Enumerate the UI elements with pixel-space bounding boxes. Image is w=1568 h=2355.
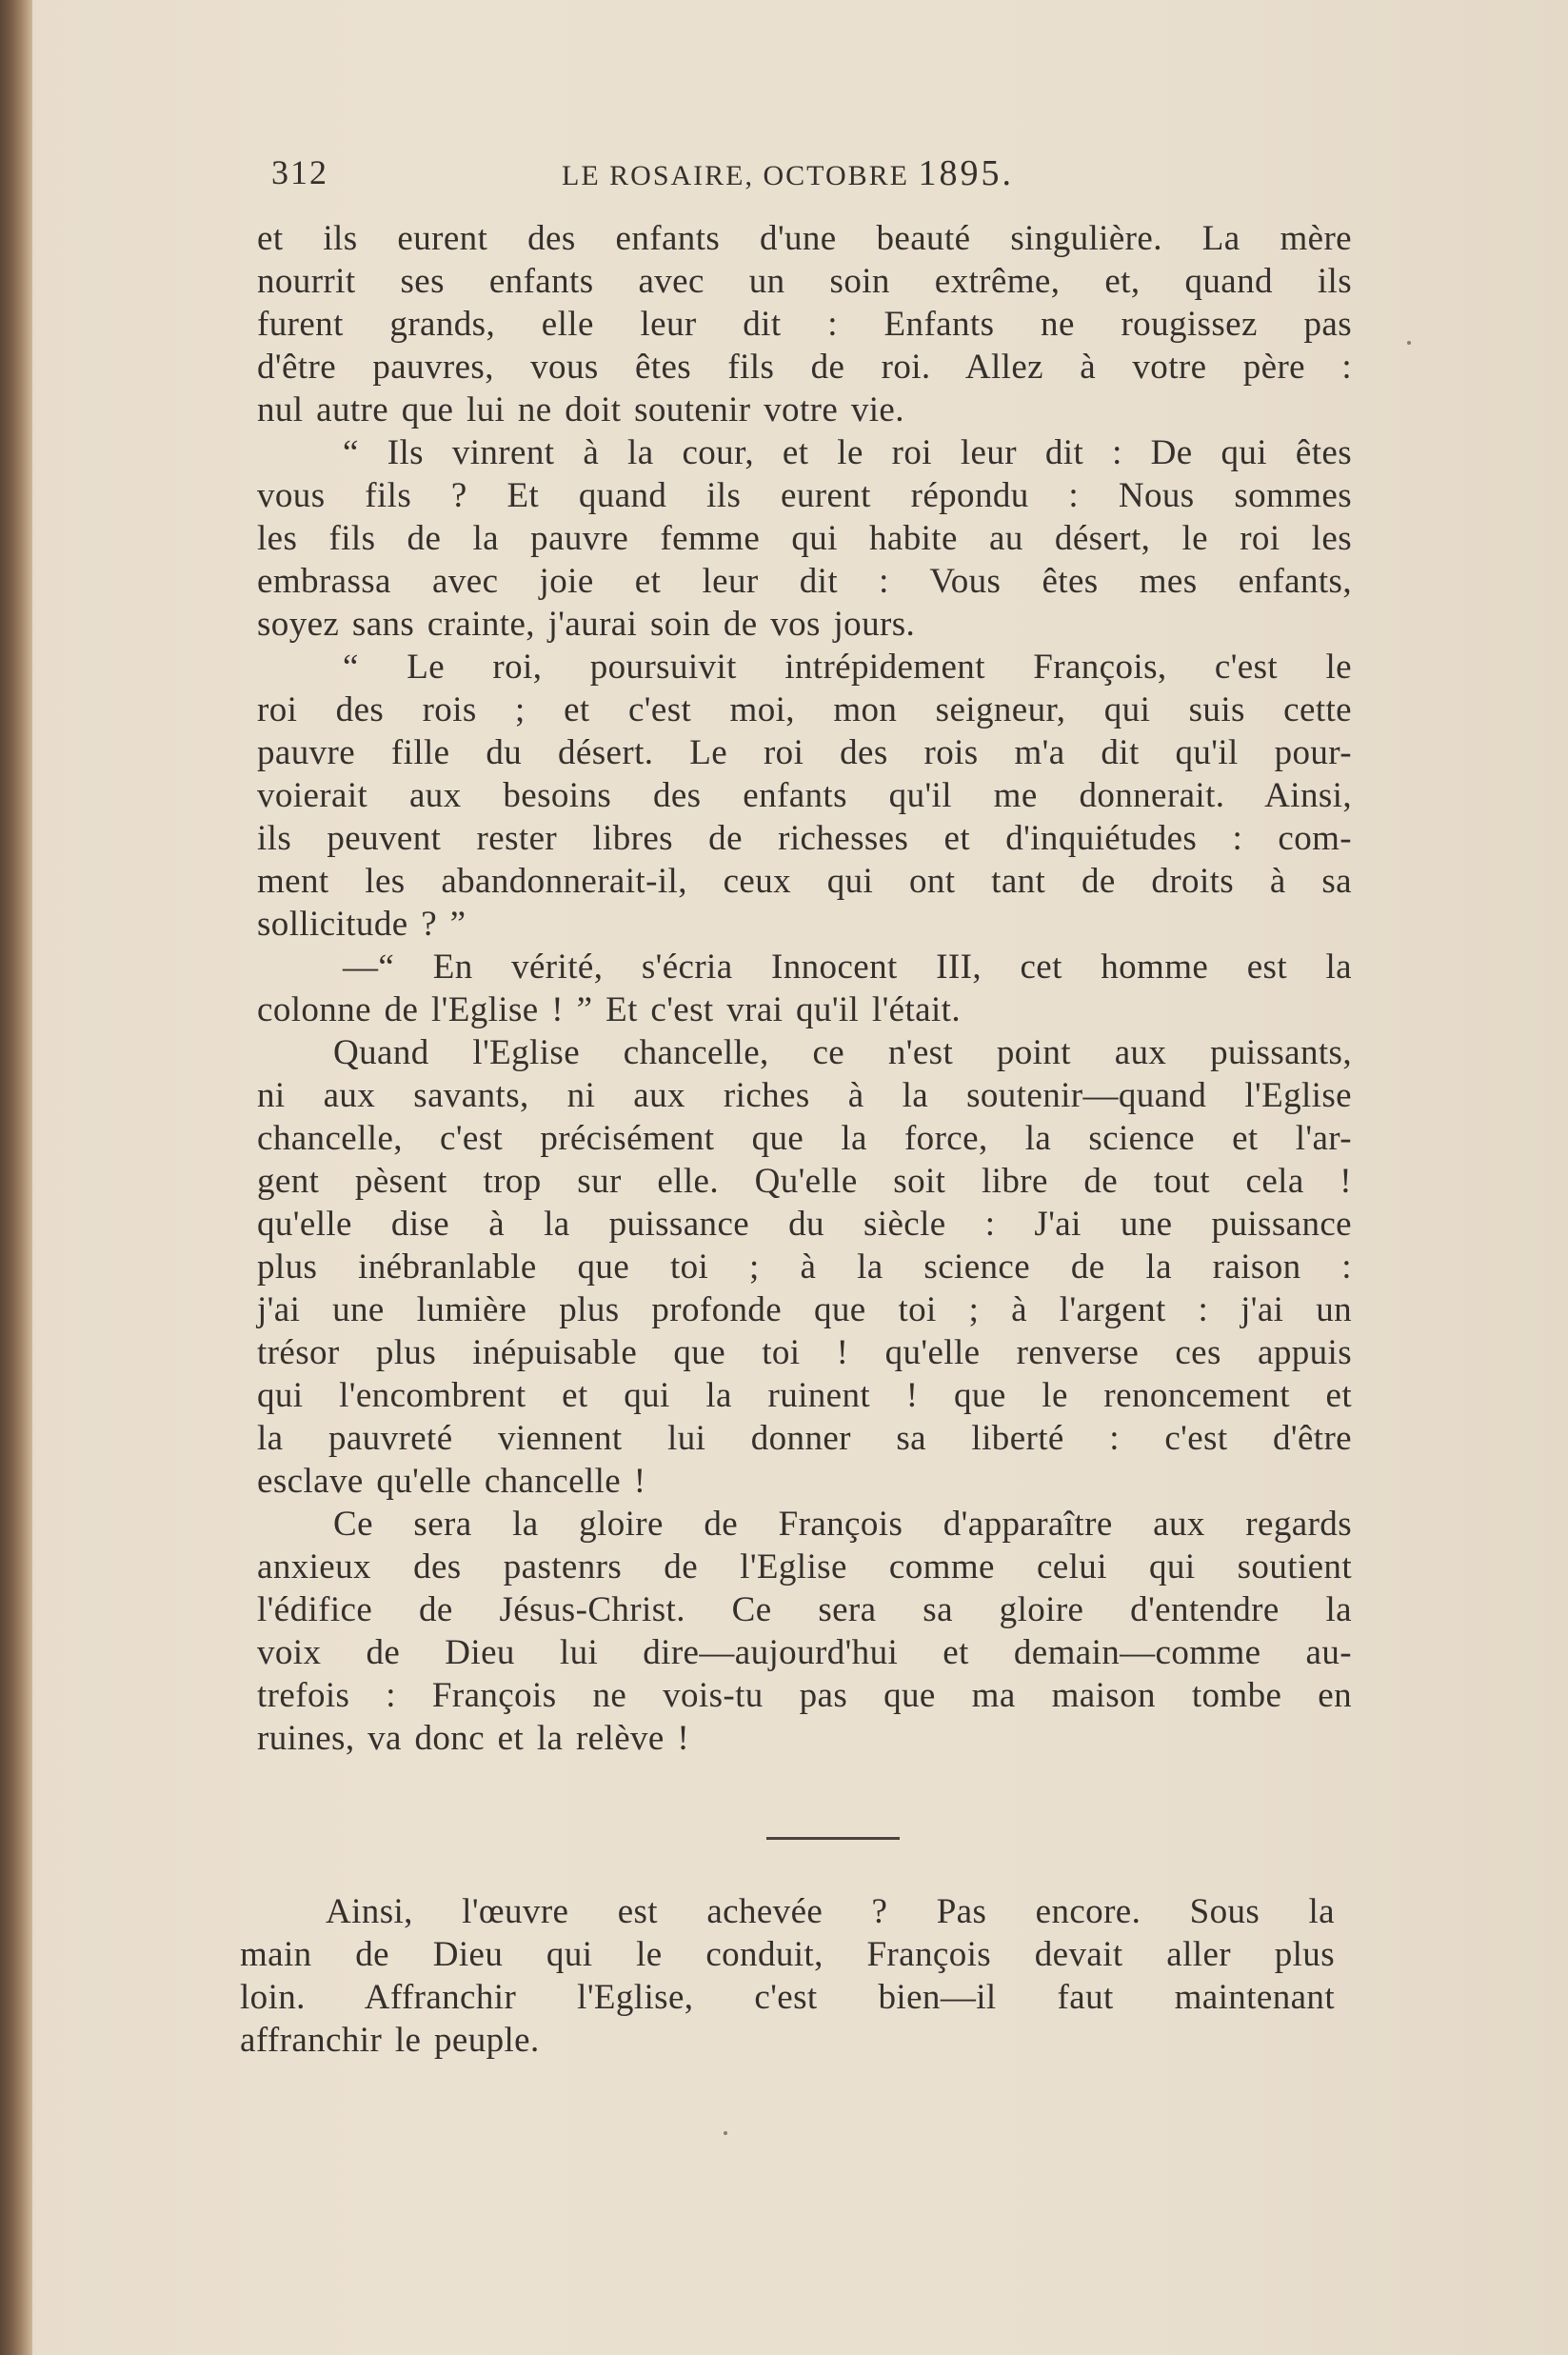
text-line: ni aux savants, ni aux riches à la soutenir—quand l'Eglise [257, 1076, 1352, 1115]
body-text [257, 217, 1352, 1760]
text-line: soyez sans crainte, j'aurai soin de vos jours. [257, 605, 916, 644]
text-line: ruines, va donc et la relève ! [257, 1719, 690, 1758]
text-line: j'ai une lumière plus profonde que toi ; à l'argent : j'ai un [257, 1290, 1352, 1329]
text-line: furent grands, elle leur dit : Enfants ne rougissez pas [257, 305, 1352, 344]
text-line: d'être pauvres, vous êtes fils de roi. Allez à votre père : [257, 348, 1352, 387]
text-line: Quand l'Eglise chancelle, ce n'est point aux puissants, [333, 1033, 1352, 1072]
text-line: les fils de la pauvre femme qui habite au désert, le roi les [257, 519, 1352, 558]
text-line: ment les abandonnerait-il, ceux qui ont tant de droits à sa [257, 862, 1352, 901]
text-line: —“ En vérité, s'écria Innocent III, cet homme est la [343, 948, 1352, 987]
text-line: Ce sera la gloire de François d'apparaître aux regards [333, 1505, 1352, 1544]
text-line: gent pèsent trop sur elle. Qu'elle soit libre de tout cela ! [257, 1162, 1352, 1201]
text-line: qu'elle dise à la puissance du siècle : J'ai une puissance [257, 1205, 1352, 1244]
text-line: pauvre fille du désert. Le roi des rois m'a dit qu'il pour- [257, 733, 1352, 772]
text-line: la pauvreté viennent lui donner sa liberté : c'est d'être [257, 1419, 1352, 1458]
text-line: vous fils ? Et quand ils eurent répondu : Nous sommes [257, 476, 1352, 515]
text-line: colonne de l'Eglise ! ” Et c'est vrai qu'il l'était. [257, 990, 961, 1029]
text-line: sollicitude ? ” [257, 905, 466, 944]
text-line: nourrit ses enfants avec un soin extrême, et, quand ils [257, 262, 1352, 301]
text-line: et ils eurent des enfants d'une beauté singulière. La mère [257, 219, 1352, 258]
page-number: 312 [271, 153, 328, 191]
running-header [271, 152, 1081, 210]
text-line: “ Le roi, poursuivit intrépidement François, c'est le [343, 648, 1352, 687]
running-title [562, 152, 1014, 194]
text-line: nul autre que lui ne doit soutenir votre vie. [257, 390, 904, 429]
section-divider-rule [766, 1837, 900, 1840]
text-line: qui l'encombrent et qui la ruinent ! que le renoncement et [257, 1376, 1352, 1415]
final-paragraph [240, 1890, 1335, 2062]
text-line: voix de Dieu lui dire—aujourd'hui et demain—comme au- [257, 1633, 1352, 1672]
text-line: affranchir le peuple. [240, 2021, 540, 2060]
text-line: l'édifice de Jésus-Christ. Ce sera sa gloire d'entendre la [257, 1590, 1352, 1629]
paper-speck [1407, 341, 1411, 345]
text-line: embrassa avec joie et leur dit : Vous êtes mes enfants, [257, 562, 1352, 601]
text-line: loin. Affranchir l'Eglise, c'est bien—il faut maintenant [240, 1978, 1335, 2017]
text-line: main de Dieu qui le conduit, François devait aller plus [240, 1935, 1335, 1974]
text-line: plus inébranlable que toi ; à la science de la raison : [257, 1247, 1352, 1287]
text-line: esclave qu'elle chancelle ! [257, 1462, 646, 1501]
text-line: “ Ils vinrent à la cour, et le roi leur dit : De qui êtes [343, 433, 1352, 472]
text-line: trésor plus inépuisable que toi ! qu'elle renverse ces appuis [257, 1333, 1352, 1372]
text-line: voierait aux besoins des enfants qu'il me donnerait. Ainsi, [257, 776, 1352, 815]
text-line: chancelle, c'est précisément que la force, la science et l'ar- [257, 1119, 1352, 1158]
running-title-year: 1895. [918, 153, 1014, 193]
paper-speck [724, 2131, 727, 2135]
running-title-text: LE ROSAIRE, OCTOBRE [562, 160, 909, 191]
text-line: ils peuvent rester libres de richesses et d'inquiétudes : com- [257, 819, 1352, 858]
binding-edge [0, 0, 32, 2355]
text-line: trefois : François ne vois-tu pas que ma maison tombe en [257, 1676, 1352, 1715]
text-line: anxieux des pastenrs de l'Eglise comme celui qui soutient [257, 1547, 1352, 1587]
text-line: Ainsi, l'œuvre est achevée ? Pas encore. Sous la [326, 1892, 1335, 1931]
text-line: roi des rois ; et c'est moi, mon seigneur, qui suis cette [257, 690, 1352, 729]
